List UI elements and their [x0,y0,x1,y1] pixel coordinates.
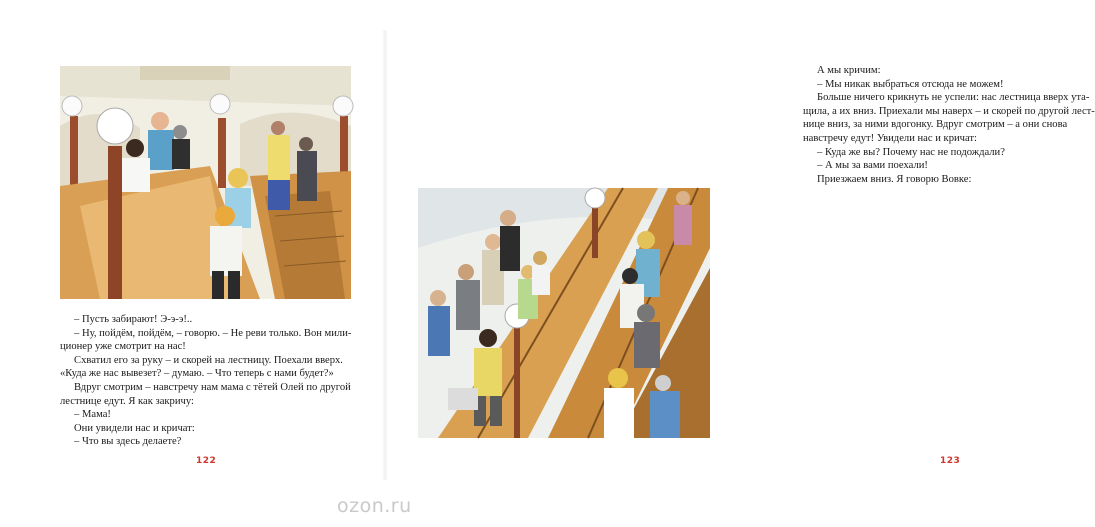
text-line: «Куда же нас вывезет? – думаю. – Что теперь с нами будет?» [60,368,334,380]
text-line: Схватил его за руку – и скорей на лестницу. Поехали вверх. [74,354,343,366]
text-line: – А мы за вами поехали! [817,160,928,172]
text-line: Вдруг смотрим – навстречу нам мама с тётей Олей по другой [74,381,351,393]
page-number: 122 [196,456,217,466]
text-line: – Мама! [74,409,111,421]
watermark: ozon.ru [337,495,412,517]
text-line: – Мы никак выбраться отсюда не можем! [817,78,1004,90]
page-number: 123 [940,456,961,466]
text-line: Больше ничего крикнуть не успели: нас лестница вверх ута- [817,92,1090,104]
right-page-text [803,64,1095,186]
left-page-text [60,313,352,449]
text-line: – Ну, пойдём, пойдём, – говорю. – Не реви только. Вон мили- [74,327,352,339]
text-line: Приезжаем вниз. Я говорю Вовке: [817,173,972,185]
text-line: щила, а их вниз. Приехали мы наверх – и скорей по другой лест- [803,105,1095,117]
text-line: – Что вы здесь делаете? [74,436,182,448]
text-line: Они увидели нас и кричат: [74,422,195,434]
text-line: – Куда же вы? Почему нас не подождали? [817,146,1005,158]
metro-escalator-illustration-left [60,66,351,299]
text-line: нице вниз, за ними вдогонку. Вдруг смотрим – а они снова [803,119,1068,131]
left-page [0,0,385,527]
text-line: А мы кричим: [817,65,881,76]
text-line: ционер уже смотрит на нас! [60,341,186,353]
text-line: – Пусть забирают! Э-э-э!.. [74,314,193,325]
text-line: навстречу едут! Увидели нас и кричат: [803,132,977,144]
metro-escalator-illustration-right [418,188,710,438]
text-line: лестнице едут. Я как закричу: [60,395,194,407]
